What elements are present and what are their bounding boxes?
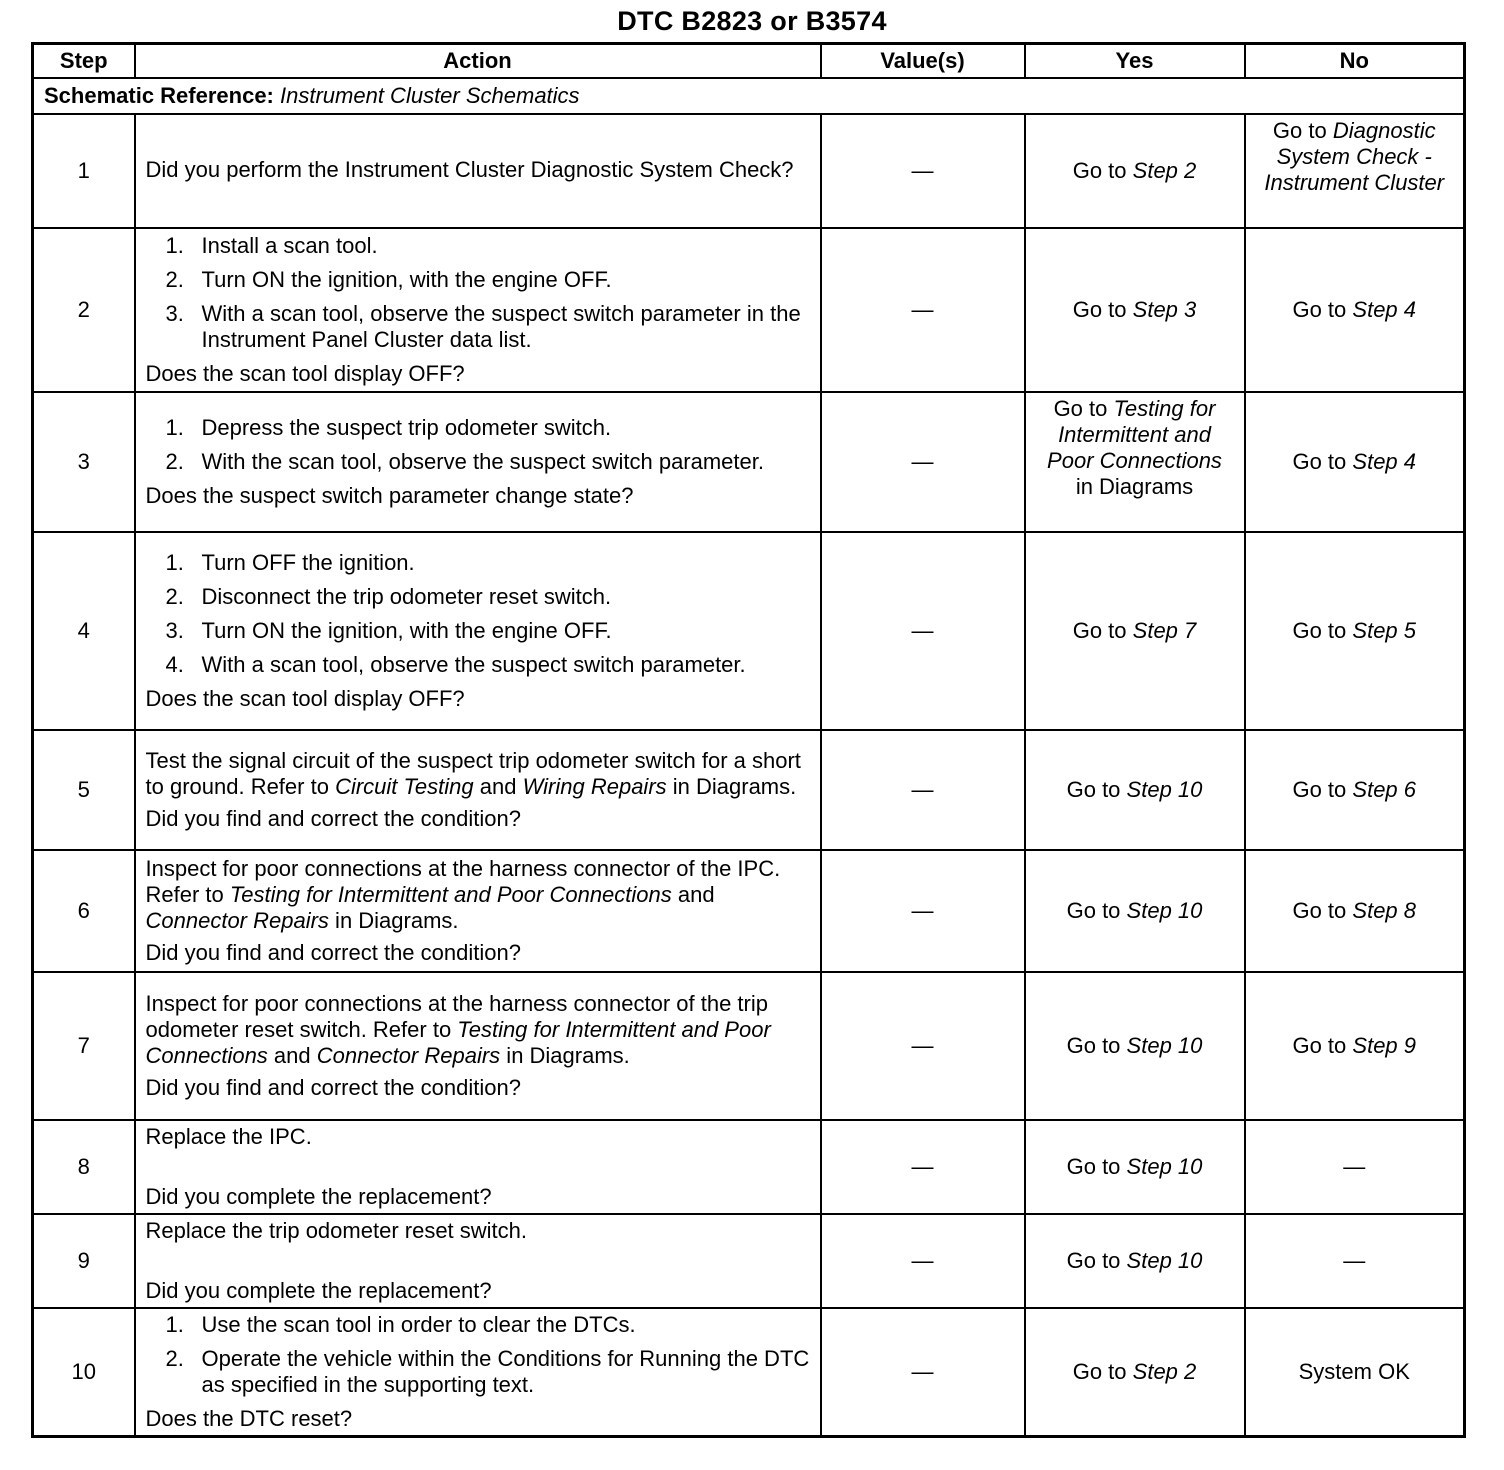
substep: 2. Disconnect the trip odometer reset switch. bbox=[165, 584, 612, 609]
goto-link[interactable]: Step 2 bbox=[1132, 158, 1197, 183]
step-value: — bbox=[821, 1120, 1025, 1214]
step-value: — bbox=[821, 532, 1025, 730]
header-action: Action bbox=[135, 44, 821, 79]
action-text: Replace the IPC. bbox=[145, 1124, 312, 1149]
header-values: Value(s) bbox=[821, 44, 1025, 79]
table-row bbox=[33, 1214, 1465, 1308]
no-cell[interactable] bbox=[1245, 392, 1465, 532]
goto-label: Go to bbox=[1292, 898, 1347, 923]
step-number: 3 bbox=[33, 392, 135, 532]
reference-link[interactable]: Circuit Testing bbox=[335, 774, 474, 799]
table-row bbox=[33, 532, 1465, 730]
goto-label: Go to bbox=[1292, 1033, 1347, 1058]
yes-cell[interactable] bbox=[1025, 1308, 1245, 1437]
goto-link[interactable]: Step 6 bbox=[1352, 777, 1417, 802]
yes-cell[interactable] bbox=[1025, 972, 1245, 1120]
step-question: Did you find and correct the condition? bbox=[145, 1075, 521, 1100]
step-action bbox=[135, 228, 821, 392]
step-action bbox=[135, 1214, 821, 1308]
substep: 1. Install a scan tool. bbox=[165, 233, 378, 258]
step-number: 5 bbox=[33, 730, 135, 850]
no-cell: System OK bbox=[1245, 1308, 1465, 1437]
reference-link[interactable]: Connector Repairs bbox=[145, 908, 329, 933]
goto-label: Go to bbox=[1072, 158, 1127, 183]
no-cell[interactable] bbox=[1245, 228, 1465, 392]
step-number: 6 bbox=[33, 850, 135, 972]
goto-link[interactable]: Step 3 bbox=[1132, 297, 1197, 322]
table-row bbox=[33, 1308, 1465, 1437]
reference-link[interactable]: Testing for Intermittent and Poor Connections bbox=[229, 882, 672, 907]
diagnostic-table bbox=[31, 42, 1466, 1438]
table-row bbox=[33, 1120, 1465, 1214]
table-row bbox=[33, 228, 1465, 392]
goto-label: Go to bbox=[1292, 297, 1347, 322]
no-cell: — bbox=[1245, 1214, 1465, 1308]
goto-label: Go to bbox=[1072, 1359, 1127, 1384]
goto-link[interactable]: Step 10 bbox=[1126, 898, 1203, 923]
no-cell[interactable] bbox=[1245, 850, 1465, 972]
goto-label: Go to bbox=[1072, 618, 1127, 643]
table-row bbox=[33, 114, 1465, 228]
goto-link[interactable]: Step 5 bbox=[1352, 618, 1417, 643]
step-value: — bbox=[821, 114, 1025, 228]
goto-label: Go to bbox=[1066, 1033, 1121, 1058]
step-value: — bbox=[821, 228, 1025, 392]
yes-cell[interactable] bbox=[1025, 1214, 1245, 1308]
step-value: — bbox=[821, 1308, 1025, 1437]
goto-label: Go to bbox=[1292, 449, 1347, 474]
header-step: Step bbox=[33, 44, 135, 79]
step-question: Did you find and correct the condition? bbox=[145, 806, 521, 831]
reference-link[interactable]: Wiring Repairs bbox=[522, 774, 667, 799]
step-value: — bbox=[821, 972, 1025, 1120]
no-cell[interactable] bbox=[1245, 114, 1465, 228]
substep: 3. Turn ON the ignition, with the engine OFF. bbox=[165, 618, 612, 643]
step-question: Did you find and correct the condition? bbox=[145, 940, 521, 965]
goto-link[interactable]: Step 9 bbox=[1352, 1033, 1417, 1058]
step-number: 7 bbox=[33, 972, 135, 1120]
step-action bbox=[135, 532, 821, 730]
step-value: — bbox=[821, 850, 1025, 972]
substep: 2. With the scan tool, observe the suspect switch parameter. bbox=[165, 449, 764, 474]
no-cell[interactable] bbox=[1245, 532, 1465, 730]
goto-link[interactable]: Step 4 bbox=[1352, 297, 1417, 322]
yes-cell[interactable] bbox=[1025, 850, 1245, 972]
action-text: Inspect for poor connections at the harness connector of the IPC. Refer to Testing for Intermittent and Poor Connections and Connector Repairs in Diagrams. bbox=[145, 856, 781, 933]
goto-suffix: in Diagrams bbox=[1075, 474, 1194, 499]
step-question: Does the DTC reset? bbox=[145, 1406, 353, 1431]
goto-label: Go to bbox=[1292, 618, 1347, 643]
action-text: Test the signal circuit of the suspect trip odometer switch for a short to ground. Refer to Circuit Testing and Wiring Repairs in Diagrams. bbox=[145, 748, 801, 799]
substep: 1. Use the scan tool in order to clear the DTCs. bbox=[165, 1312, 636, 1337]
substep-list bbox=[146, 415, 810, 475]
step-question: Did you complete the replacement? bbox=[145, 1184, 492, 1209]
schematic-reference-label: Schematic Reference: bbox=[44, 83, 274, 108]
table-row bbox=[33, 392, 1465, 532]
step-number: 8 bbox=[33, 1120, 135, 1214]
table-row bbox=[33, 730, 1465, 850]
yes-cell[interactable] bbox=[1025, 532, 1245, 730]
table-row bbox=[33, 972, 1465, 1120]
schematic-reference-row bbox=[33, 78, 1465, 114]
goto-label: Go to bbox=[1066, 1154, 1121, 1179]
yes-cell[interactable] bbox=[1025, 114, 1245, 228]
goto-link[interactable]: Step 2 bbox=[1132, 1359, 1197, 1384]
goto-link[interactable]: Diagnostic System Check - Instrument Cluster bbox=[1264, 118, 1445, 195]
header-no: No bbox=[1245, 44, 1465, 79]
step-question: Does the scan tool display OFF? bbox=[145, 686, 465, 711]
substep: 1. Depress the suspect trip odometer switch. bbox=[165, 415, 612, 440]
substep: 3. With a scan tool, observe the suspect switch parameter in the Instrument Panel Cluster data list. bbox=[165, 301, 801, 352]
action-text: Replace the trip odometer reset switch. bbox=[145, 1218, 528, 1243]
substep: 4. With a scan tool, observe the suspect switch parameter. bbox=[165, 652, 746, 677]
step-number: 9 bbox=[33, 1214, 135, 1308]
header-yes: Yes bbox=[1025, 44, 1245, 79]
step-value: — bbox=[821, 730, 1025, 850]
goto-link[interactable]: Step 10 bbox=[1126, 1248, 1203, 1273]
substep-list bbox=[146, 1312, 810, 1398]
step-number: 1 bbox=[33, 114, 135, 228]
goto-link[interactable]: Step 4 bbox=[1352, 449, 1417, 474]
no-cell[interactable] bbox=[1245, 972, 1465, 1120]
step-action bbox=[135, 730, 821, 850]
step-question: Did you complete the replacement? bbox=[145, 1278, 492, 1303]
goto-link[interactable]: Testing for Intermittent and Poor Connections bbox=[1047, 396, 1222, 473]
step-action bbox=[135, 392, 821, 532]
no-cell: — bbox=[1245, 1120, 1465, 1214]
yes-cell[interactable] bbox=[1025, 228, 1245, 392]
step-question: Does the suspect switch parameter change state? bbox=[145, 483, 634, 508]
step-number: 4 bbox=[33, 532, 135, 730]
substep: 2. Turn ON the ignition, with the engine OFF. bbox=[165, 267, 612, 292]
goto-label: Go to bbox=[1066, 777, 1121, 802]
goto-link[interactable]: Step 8 bbox=[1352, 898, 1417, 923]
table-row bbox=[33, 850, 1465, 972]
goto-link[interactable]: Step 10 bbox=[1126, 1033, 1203, 1058]
substep-list bbox=[146, 550, 810, 678]
substep: 2. Operate the vehicle within the Conditions for Running the DTC as specified in the supporting text. bbox=[165, 1346, 810, 1397]
goto-link[interactable]: Step 10 bbox=[1126, 777, 1203, 802]
step-action bbox=[135, 972, 821, 1120]
step-action bbox=[135, 1120, 821, 1214]
reference-link[interactable]: Connector Repairs bbox=[316, 1043, 501, 1068]
step-action bbox=[135, 114, 821, 228]
goto-link[interactable]: Step 7 bbox=[1132, 618, 1197, 643]
step-number: 2 bbox=[33, 228, 135, 392]
substep: 1. Turn OFF the ignition. bbox=[165, 550, 415, 575]
step-value: — bbox=[821, 392, 1025, 532]
step-action bbox=[135, 850, 821, 972]
table-header-row bbox=[33, 44, 1465, 79]
schematic-reference-link[interactable]: Instrument Cluster Schematics bbox=[280, 83, 580, 108]
action-text: Inspect for poor connections at the harness connector of the trip odometer reset switch. Refer to Testing for Intermittent and Poor Connections and Connector Repairs in Diagrams. bbox=[145, 991, 771, 1068]
schematic-reference bbox=[33, 78, 1465, 114]
yes-cell[interactable] bbox=[1025, 730, 1245, 850]
step-question: Does the scan tool display OFF? bbox=[145, 361, 465, 386]
step-number: 10 bbox=[33, 1308, 135, 1437]
substep-list bbox=[146, 233, 810, 353]
yes-cell[interactable] bbox=[1025, 392, 1245, 532]
goto-label: Go to bbox=[1066, 1248, 1121, 1273]
goto-label: Go to bbox=[1272, 118, 1327, 143]
yes-cell[interactable] bbox=[1025, 1120, 1245, 1214]
goto-label: Go to bbox=[1053, 396, 1108, 421]
step-value: — bbox=[821, 1214, 1025, 1308]
no-cell[interactable] bbox=[1245, 730, 1465, 850]
step-action bbox=[135, 1308, 821, 1437]
page-title: DTC B2823 or B3574 bbox=[617, 6, 887, 36]
action-text: Did you perform the Instrument Cluster Diagnostic System Check? bbox=[145, 157, 794, 182]
goto-label: Go to bbox=[1072, 297, 1127, 322]
goto-link[interactable]: Step 10 bbox=[1126, 1154, 1203, 1179]
reference-link[interactable]: Testing for Intermittent and Poor Connections bbox=[145, 1017, 771, 1068]
goto-label: Go to bbox=[1066, 898, 1121, 923]
goto-label: Go to bbox=[1292, 777, 1347, 802]
